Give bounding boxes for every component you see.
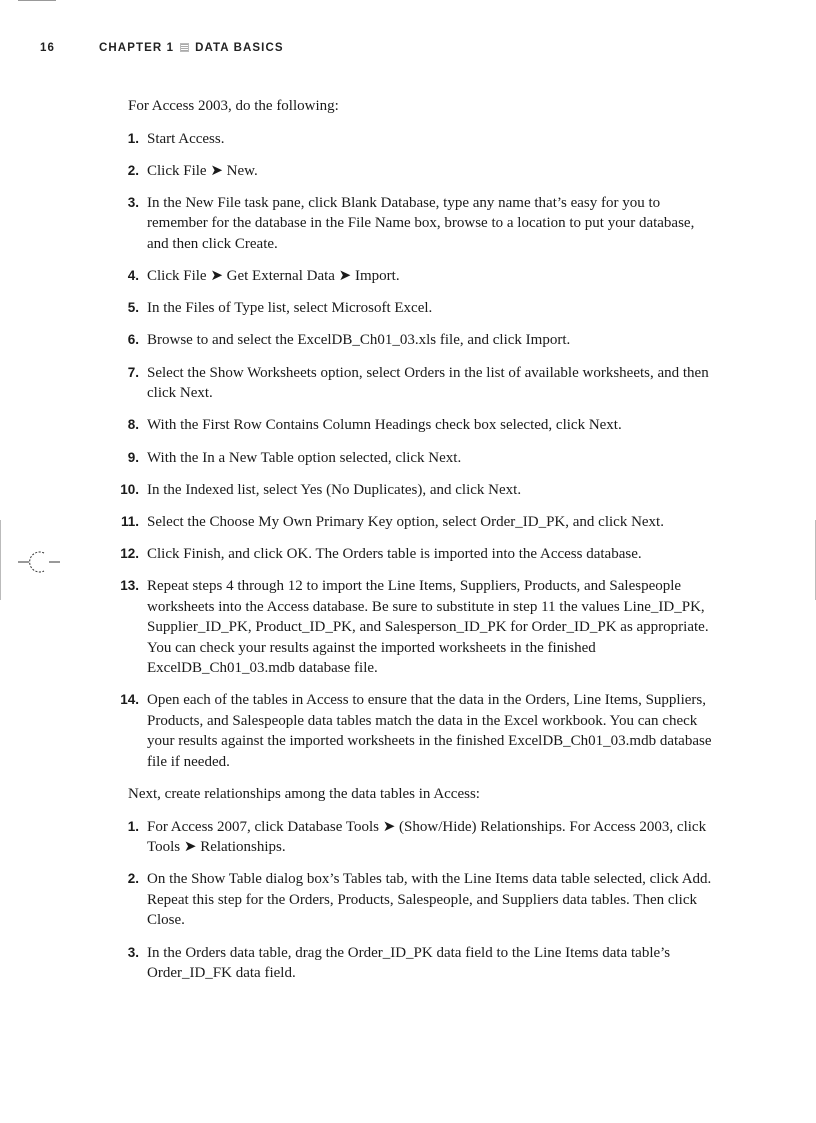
list-item [128, 298, 718, 319]
step-text: In the Files of Type list, select Microsoft Excel. [147, 300, 433, 317]
step-text: Repeat steps 4 through 12 to import the Line Items, Suppliers, Products, and Salespeople worksheets into the Access database. Be sure to substitute in step 11 the values Line_ID_PK, Supplier_ID_PK, Product_ID_PK, and Salesperson_ID_PK for Order_ID_PK as appropriate. You can check your results against the imported worksheets in the finished ExcelDB_Ch01_03.mdb database file. [147, 578, 709, 677]
list-item [120, 544, 718, 565]
list-item [120, 512, 718, 533]
page-number: 16 [40, 42, 55, 54]
intro-paragraph: For Access 2003, do the following: [128, 98, 339, 114]
step-number: 2. [127, 871, 139, 887]
list-item [128, 266, 718, 287]
step-text: Start Access. [147, 130, 225, 147]
list-item [128, 869, 718, 931]
list-item [120, 690, 718, 772]
step-text: In the Orders data table, drag the Order_ID_PK data field to the Line Items data table’s Order_ID_FK data field. [147, 944, 671, 981]
step-number: 9. [127, 449, 139, 465]
left-crop-mark [0, 520, 1, 600]
step-number: 6. [127, 332, 139, 348]
step-number: 1. [127, 130, 139, 146]
top-crop-rule [18, 0, 56, 1]
step-text: Open each of the tables in Access to ensure that the data in the Orders, Line Items, Suppliers, Products, and Salespeople data tables match the data in the Excel workbook. You can check your results against the imported worksheets in the finished ExcelDB_Ch01_03.mdb database file if needed. [147, 692, 712, 770]
list-item [128, 415, 718, 436]
step-number: 5. [127, 300, 139, 316]
separator-square-icon [180, 43, 189, 52]
list-item [120, 480, 718, 501]
step-number: 14. [120, 692, 139, 708]
step-text: For Access 2007, click Database Tools ➤ (Show/Hide) Relationships. For Access 2003, click Tools ➤ Relationships. [147, 818, 707, 856]
step-number: 3. [127, 944, 139, 960]
list-item [128, 943, 718, 984]
page-body [120, 96, 718, 995]
registration-mark-icon [18, 549, 60, 575]
step-number: 4. [127, 268, 139, 284]
running-head [99, 42, 284, 54]
step-text: With the In a New Table option selected, click Next. [147, 449, 462, 466]
list-item [128, 161, 718, 182]
step-text: Click Finish, and click OK. The Orders table is imported into the Access database. [147, 546, 642, 563]
relationships-intro-paragraph: Next, create relationships among the data tables in Access: [128, 786, 480, 803]
running-header [40, 42, 776, 58]
step-text: Click File ➤ New. [147, 162, 258, 179]
section-label: DATA BASICS [195, 42, 284, 54]
step-number: 13. [120, 578, 139, 594]
step-number: 8. [127, 417, 139, 433]
step-number: 11. [120, 513, 139, 529]
relationships-steps-list [128, 817, 718, 984]
list-item [128, 817, 718, 858]
step-number: 7. [127, 364, 139, 380]
list-item [128, 448, 718, 469]
step-text: Select the Choose My Own Primary Key option, select Order_ID_PK, and click Next. [147, 513, 664, 530]
step-text: Select the Show Worksheets option, select Orders in the list of available worksheets, and then click Next. [147, 364, 709, 402]
step-text: In the Indexed list, select Yes (No Duplicates), and click Next. [147, 481, 522, 498]
step-number: 10. [120, 481, 139, 497]
step-number: 3. [127, 194, 139, 210]
step-text: On the Show Table dialog box’s Tables tab, with the Line Items data table selected, click Add. Repeat this step for the Orders, Products, Salespeople, and Suppliers data tables. Then click Close. [147, 871, 712, 929]
list-item [120, 576, 718, 679]
chapter-label: CHAPTER 1 [99, 42, 175, 54]
step-number: 1. [127, 818, 139, 834]
list-item [128, 330, 718, 351]
list-item [128, 129, 718, 150]
step-number: 12. [120, 546, 139, 562]
list-item [128, 363, 718, 404]
step-text: Click File ➤ Get External Data ➤ Import. [147, 268, 400, 285]
step-text: In the New File task pane, click Blank Database, type any name that’s easy for you to remember for the database in the File Name box, browse to a location to put your database, and then click Create. [147, 194, 695, 252]
step-text: Browse to and select the ExcelDB_Ch01_03.xls file, and click Import. [147, 332, 571, 349]
step-text: With the First Row Contains Column Headings check box selected, click Next. [147, 417, 622, 434]
access-2003-steps-list [120, 129, 718, 773]
step-number: 2. [127, 162, 139, 178]
list-item [128, 193, 718, 255]
